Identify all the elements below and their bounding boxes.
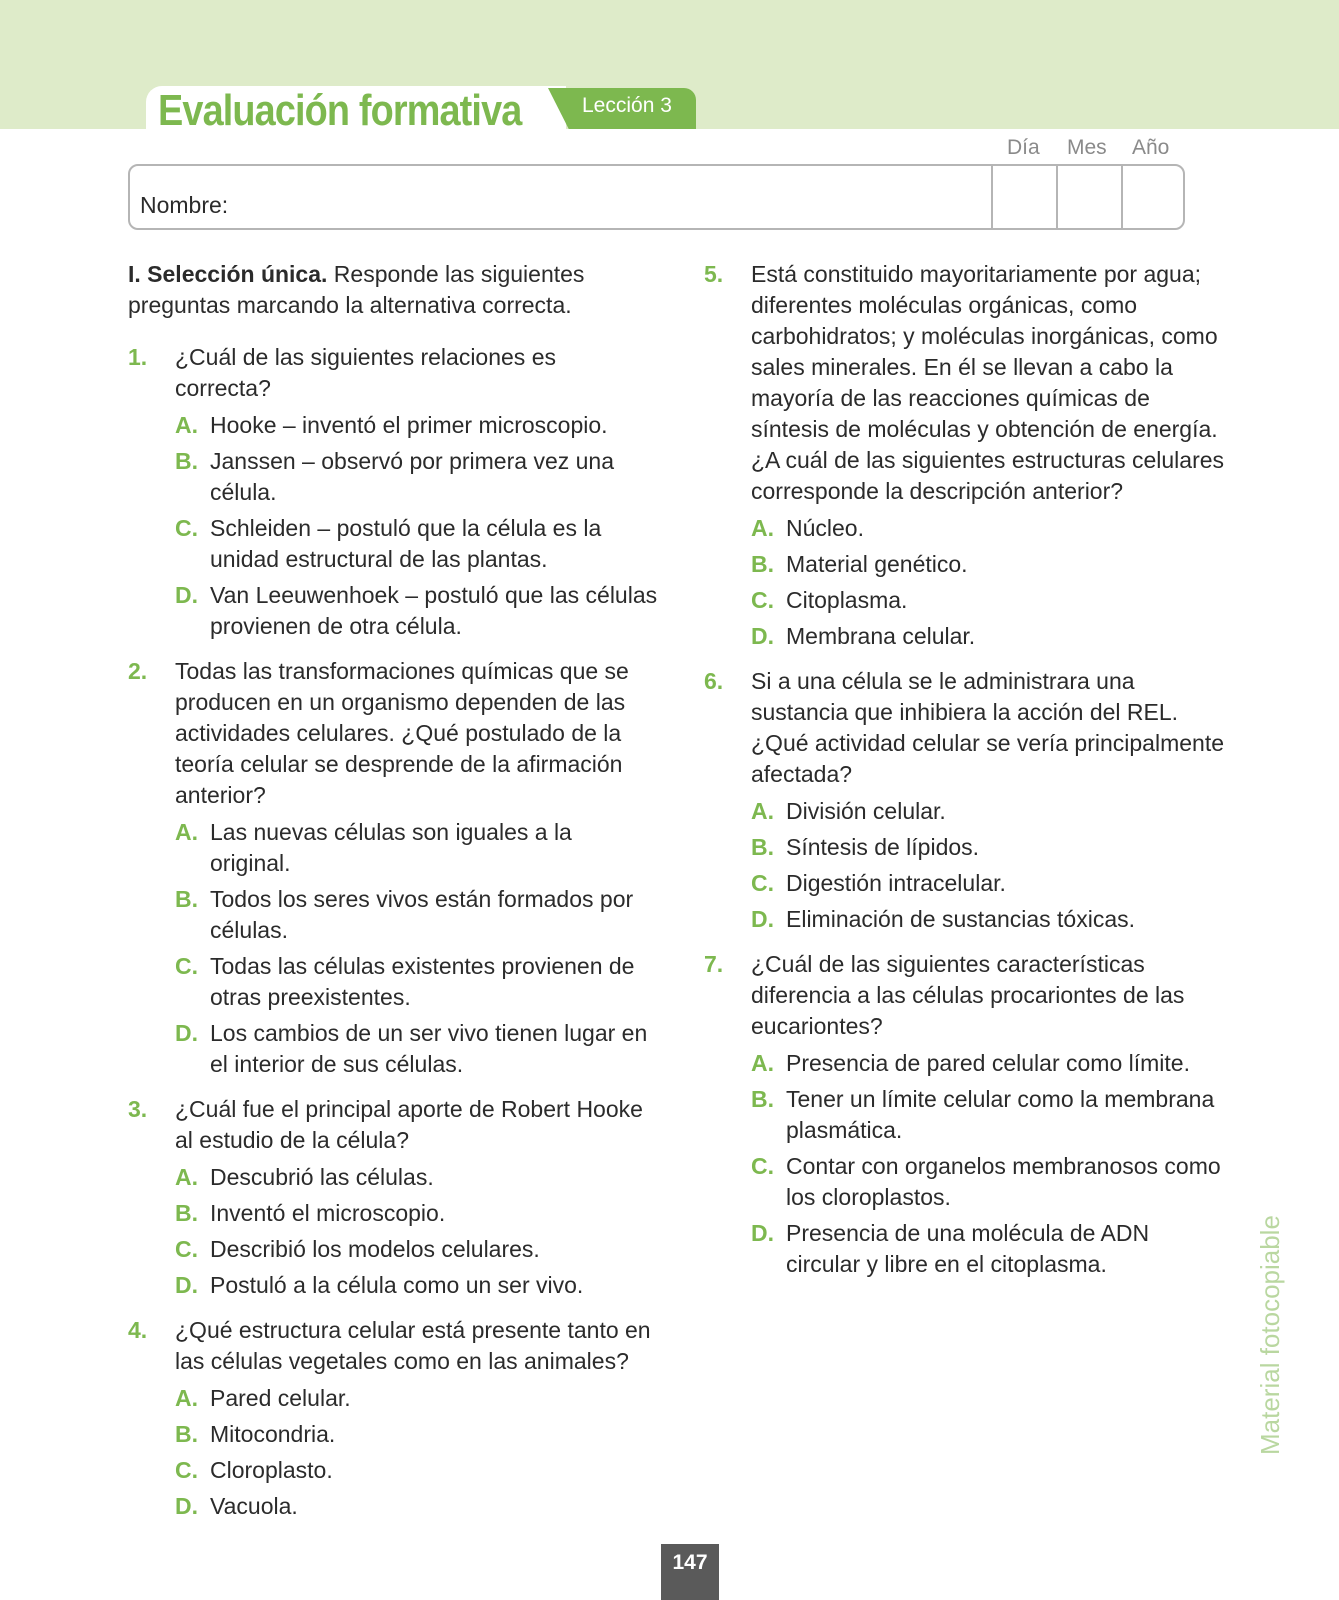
answer-option[interactable] — [751, 1048, 1229, 1079]
question-text: ¿Cuál fue el principal aporte de Robert Hooke al estudio de la célula? — [175, 1096, 643, 1153]
option-text: Cloroplasto. — [210, 1457, 333, 1483]
option-letter: B. — [175, 886, 198, 912]
answer-option[interactable] — [175, 1455, 658, 1486]
question-number: 3. — [128, 1096, 148, 1122]
option-letter: C. — [175, 1236, 198, 1262]
option-letter: C. — [751, 870, 774, 896]
option-letter: B. — [751, 551, 774, 577]
answer-option[interactable] — [175, 513, 658, 575]
option-letter: A. — [175, 1164, 198, 1190]
question — [704, 949, 1229, 1280]
question-text: ¿Cuál de las siguientes características diferencia a las células procariontes de las eucariontes? — [751, 951, 1185, 1039]
option-letter: B. — [751, 834, 774, 860]
answer-option[interactable] — [751, 585, 1229, 616]
option-text: Las nuevas células son iguales a la original. — [210, 819, 572, 876]
option-letter: A. — [751, 515, 774, 541]
instructions — [128, 259, 658, 321]
date-label-day: Día — [1007, 136, 1040, 159]
question-number: 1. — [128, 344, 148, 370]
question-text: Si a una célula se le administrara una sustancia que inhibiera la acción del REL. ¿Qué actividad celular se vería principalmente afectada? — [751, 668, 1225, 787]
answer-option[interactable] — [175, 580, 658, 642]
date-label-year: Año — [1132, 136, 1170, 159]
question-text: Todas las transformaciones químicas que se producen en un organismo dependen de las actividades celulares. ¿Qué postulado de la teoría celular se desprende de la afirmación anterior? — [175, 658, 629, 808]
answer-option[interactable] — [751, 904, 1229, 935]
answer-option[interactable] — [175, 410, 658, 441]
option-letter: A. — [175, 1385, 198, 1411]
option-letter: C. — [751, 1153, 774, 1179]
section-heading: I. Selección única. — [128, 261, 328, 287]
question — [128, 342, 658, 642]
option-letter: C. — [175, 953, 198, 979]
option-text: Van Leeuwenhoek – postuló que las células provienen de otra célula. — [210, 582, 658, 639]
question-number: 4. — [128, 1317, 148, 1343]
option-text: Los cambios de un ser vivo tienen lugar en el interior de sus células. — [210, 1020, 648, 1077]
question — [128, 1094, 658, 1301]
answer-option[interactable] — [751, 796, 1229, 827]
option-text: Digestión intracelular. — [786, 870, 1006, 896]
option-text: Todos los seres vivos están formados por células. — [210, 886, 634, 943]
question-number: 2. — [128, 658, 148, 684]
option-text: Pared celular. — [210, 1385, 351, 1411]
name-field[interactable] — [128, 164, 1185, 230]
answer-option[interactable] — [751, 1151, 1229, 1213]
question-text: ¿Cuál de las siguientes relaciones es correcta? — [175, 344, 556, 401]
left-column — [128, 259, 658, 1536]
option-letter: B. — [175, 448, 198, 474]
option-letter: C. — [175, 1457, 198, 1483]
answer-option[interactable] — [175, 1383, 658, 1414]
answer-option[interactable] — [175, 1198, 658, 1229]
question — [704, 259, 1229, 652]
option-text: Describió los modelos celulares. — [210, 1236, 540, 1262]
option-text: Eliminación de sustancias tóxicas. — [786, 906, 1135, 932]
option-letter: A. — [175, 412, 198, 438]
question-number: 6. — [704, 668, 724, 694]
option-letter: A. — [175, 819, 198, 845]
option-letter: B. — [175, 1421, 198, 1447]
answer-option[interactable] — [751, 621, 1229, 652]
question-list — [704, 259, 1229, 1280]
option-letter: D. — [175, 582, 198, 608]
answer-option[interactable] — [175, 1491, 658, 1522]
side-note: Material fotocopiable — [1255, 1215, 1285, 1455]
answer-option[interactable] — [175, 1234, 658, 1265]
lesson-label: Lección 3 — [582, 94, 672, 117]
answer-option[interactable] — [751, 549, 1229, 580]
option-text: Janssen – observó por primera vez una célula. — [210, 448, 614, 505]
answer-option[interactable] — [751, 868, 1229, 899]
option-text: Citoplasma. — [786, 587, 908, 613]
option-letter: B. — [751, 1086, 774, 1112]
option-text: Núcleo. — [786, 515, 864, 541]
option-text: Contar con organelos membranosos como los cloroplastos. — [786, 1153, 1221, 1210]
answer-option[interactable] — [175, 1419, 658, 1450]
question — [704, 666, 1229, 935]
option-text: Material genético. — [786, 551, 968, 577]
option-letter: D. — [175, 1493, 198, 1519]
option-letter: C. — [175, 515, 198, 541]
answer-option[interactable] — [175, 1270, 658, 1301]
option-text: Postuló a la célula como un ser vivo. — [210, 1272, 584, 1298]
option-text: Síntesis de lípidos. — [786, 834, 980, 860]
answer-option[interactable] — [751, 1084, 1229, 1146]
question — [128, 656, 658, 1080]
answer-option[interactable] — [751, 513, 1229, 544]
option-text: Presencia de pared celular como límite. — [786, 1050, 1190, 1076]
option-letter: D. — [175, 1272, 198, 1298]
option-text: Vacuola. — [210, 1493, 298, 1519]
date-divider — [991, 164, 993, 230]
date-label-month: Mes — [1067, 136, 1107, 159]
page-title: Evaluación formativa — [158, 86, 522, 135]
answer-option[interactable] — [175, 446, 658, 508]
answer-option[interactable] — [175, 951, 658, 1013]
question-number: 7. — [704, 951, 724, 977]
option-text: Inventó el microscopio. — [210, 1200, 446, 1226]
answer-option[interactable] — [175, 1018, 658, 1080]
name-label: Nombre: — [140, 192, 229, 218]
option-text: Todas las células existentes provienen de otras preexistentes. — [210, 953, 635, 1010]
option-letter: A. — [751, 1050, 774, 1076]
option-text: Tener un límite celular como la membrana plasmática. — [786, 1086, 1215, 1143]
question-number: 5. — [704, 261, 724, 287]
option-letter: A. — [751, 798, 774, 824]
question — [128, 1315, 658, 1522]
answer-option[interactable] — [751, 832, 1229, 863]
option-letter: B. — [175, 1200, 198, 1226]
option-letter: D. — [751, 623, 774, 649]
answer-option[interactable] — [175, 884, 658, 946]
option-text: Mitocondria. — [210, 1421, 336, 1447]
option-text: Hooke – inventó el primer microscopio. — [210, 412, 608, 438]
option-letter: D. — [175, 1020, 198, 1046]
instructions-text: Responde las siguientes preguntas marcando la alternativa correcta. — [128, 261, 585, 318]
option-text: División celular. — [786, 798, 946, 824]
option-letter: D. — [751, 1220, 774, 1246]
answer-option[interactable] — [175, 1162, 658, 1193]
answer-option[interactable] — [175, 817, 658, 879]
option-text: Presencia de una molécula de ADN circular y libre en el citoplasma. — [786, 1220, 1150, 1277]
option-text: Descubrió las células. — [210, 1164, 434, 1190]
date-divider — [1121, 164, 1123, 230]
option-text: Schleiden – postuló que la célula es la unidad estructural de las plantas. — [210, 515, 602, 572]
date-divider — [1056, 164, 1058, 230]
option-letter: D. — [751, 906, 774, 932]
option-text: Membrana celular. — [786, 623, 976, 649]
answer-option[interactable] — [751, 1218, 1229, 1280]
question-text: Está constituido mayoritariamente por agua; diferentes moléculas orgánicas, como carbohidratos; y moléculas inorgánicas, como sales minerales. En él se llevan a cabo la mayoría de las reacciones químicas de síntesis de moléculas y obtención de energía. ¿A cuál de las siguientes estructuras celulares corresponde la descripción anterior? — [751, 261, 1225, 504]
option-letter: C. — [751, 587, 774, 613]
question-list — [128, 342, 658, 1522]
page-number: 147 — [672, 1551, 708, 1574]
right-column — [704, 259, 1229, 1294]
question-text: ¿Qué estructura celular está presente tanto en las células vegetales como en las animales? — [175, 1317, 651, 1374]
